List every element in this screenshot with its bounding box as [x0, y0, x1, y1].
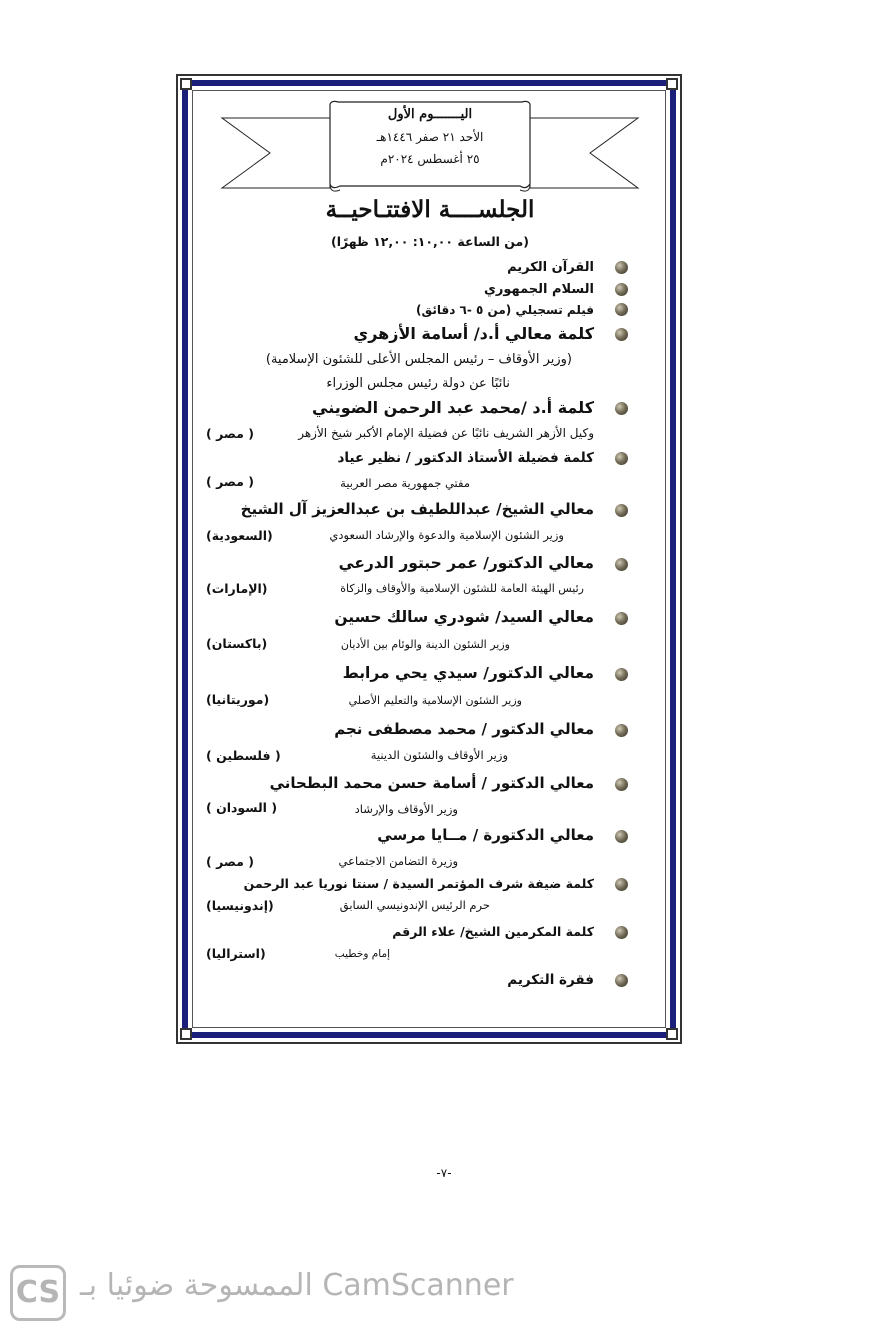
list-item [200, 660, 630, 716]
country-label: (السعودية) [206, 528, 273, 543]
day-label: اليـــــــوم الأول [387, 107, 473, 122]
item-detail: وزير الشئون الإسلامية والدعوة والإرشاد السعودي [329, 528, 564, 542]
bullet-icon [615, 878, 628, 891]
camscanner-logo-icon: CS [10, 1265, 66, 1321]
item-heading: معالي الدكتور / أسامة حسن محمد البطحاني [269, 774, 594, 792]
item-heading: كلمة ضيفة شرف المؤتمر السيدة / سنتا نوريا عبد الرحمن [243, 876, 594, 891]
item-heading: فيلم تسجيلي (من ٥ -٦ دقائق) [416, 303, 594, 317]
country-label: (الإمارات) [206, 581, 268, 596]
bullet-icon [615, 402, 628, 415]
bullet-icon [615, 261, 628, 274]
bullet-icon [615, 612, 628, 625]
list-item [200, 872, 630, 920]
gregorian-date: ٢٥ أغسطس ٢٠٢٤م [380, 152, 480, 166]
list-item [200, 322, 630, 394]
bullet-icon [615, 283, 628, 296]
item-detail: مفتي جمهورية مصر العربية [340, 476, 470, 490]
item-detail: رئيس الهيئة العامة للشئون الإسلامية والأوقاف والزكاة [340, 582, 584, 595]
item-detail: (وزير الأوقاف – رئيس المجلس الأعلى للشئون الإسلامية) [265, 352, 572, 367]
corner-ornament [666, 78, 678, 90]
country-label: (استراليا) [206, 946, 266, 961]
country-label: (موريتانيا) [206, 692, 270, 707]
item-heading: معالي السيد/ شودري سالك حسين [334, 608, 594, 626]
bullet-icon [615, 452, 628, 465]
list-item [200, 550, 630, 604]
page-number: -٧- [436, 1166, 452, 1180]
bullet-icon [615, 303, 628, 316]
item-heading: كلمة معالي أ.د/ أسامة الأزهري [353, 324, 594, 343]
bullet-icon [615, 504, 628, 517]
item-detail: وزير الشئون الدينة والوئام بين الأديان [340, 638, 510, 651]
hijri-date: الأحد ٢١ صفر ١٤٤٦هـ [376, 130, 484, 144]
bullet-icon [615, 778, 628, 791]
corner-ornament [180, 78, 192, 90]
item-detail: وزير الأوقاف والإرشاد [354, 802, 458, 816]
banner-text [330, 104, 530, 170]
list-item [200, 446, 630, 494]
session-title: الجلســــة الافتتـاحيــة [325, 196, 535, 223]
item-detail: نائبًا عن دولة رئيس مجلس الوزراء [326, 376, 510, 391]
corner-ornament [180, 1028, 192, 1040]
list-item [200, 920, 630, 968]
item-heading: كلمة المكرمين الشيخ/ علاء الرقم [392, 924, 594, 939]
item-heading: معالي الشيخ/ عبداللطيف بن عبدالعزيز آل الشيخ [240, 500, 594, 518]
bullet-icon [615, 328, 628, 341]
item-heading: معالي الدكتور/ سيدي يحي مرابط [342, 664, 594, 682]
country-label: ( مصر ) [206, 426, 254, 441]
country-label: (باكستان) [206, 636, 268, 651]
country-label: ( فلسطين ) [206, 748, 281, 763]
country-label: ( السودان ) [206, 800, 278, 815]
bullet-icon [615, 668, 628, 681]
bullet-icon [615, 926, 628, 939]
item-detail: وزير الشئون الإسلامية والتعليم الأصلي [348, 694, 522, 707]
item-detail: وزير الأوقاف والشئون الدينية [370, 748, 508, 762]
bullet-icon [615, 558, 628, 571]
country-label: ( مصر ) [206, 474, 254, 489]
scanner-watermark: الممسوحة ضوئيا بـ CamScanner [80, 1268, 514, 1303]
country-label: (إندونيسيا) [206, 898, 274, 913]
list-item [200, 604, 630, 660]
list-item [200, 494, 630, 550]
item-heading: كلمة أ.د /محمد عبد الرحمن الضويني [312, 398, 594, 417]
item-detail: حرم الرئيس الإندونيسي السابق [339, 898, 490, 912]
item-heading: السلام الجمهوري [483, 282, 594, 297]
list-item [200, 394, 630, 446]
bullet-icon [615, 830, 628, 843]
item-heading: كلمة فضيلة الأستاذ الدكتور / نظير عياد [337, 450, 594, 466]
list-item [200, 278, 630, 300]
list-item [200, 716, 630, 770]
country-label: ( مصر ) [206, 854, 254, 869]
item-detail: وزيرة التضامن الاجتماعي [338, 854, 458, 868]
list-item [200, 822, 630, 872]
item-heading: معالي الدكتورة / مــايا مرسي [377, 826, 594, 844]
item-heading: فقرة التكريم [507, 972, 594, 988]
session-time: (من الساعة ١٠,٠٠: ١٢,٠٠ ظهرًا) [331, 234, 529, 249]
item-heading: معالي الدكتور / محمد مصطفى نجم [334, 720, 594, 738]
list-item [200, 256, 630, 278]
bullet-icon [615, 974, 628, 987]
item-heading: معالي الدكتور/ عمر حبتور الدرعي [338, 554, 594, 572]
list-item [200, 770, 630, 822]
item-detail: وكيل الأزهر الشريف نائبًا عن فضيلة الإمام الأكبر شيخ الأزهر [298, 426, 594, 440]
corner-ornament [666, 1028, 678, 1040]
item-detail: إمام وخطيب [334, 948, 390, 960]
item-heading: القرآن الكريم [507, 260, 594, 275]
program-list [200, 256, 630, 998]
list-item [200, 300, 630, 322]
bullet-icon [615, 724, 628, 737]
list-item [200, 968, 630, 998]
